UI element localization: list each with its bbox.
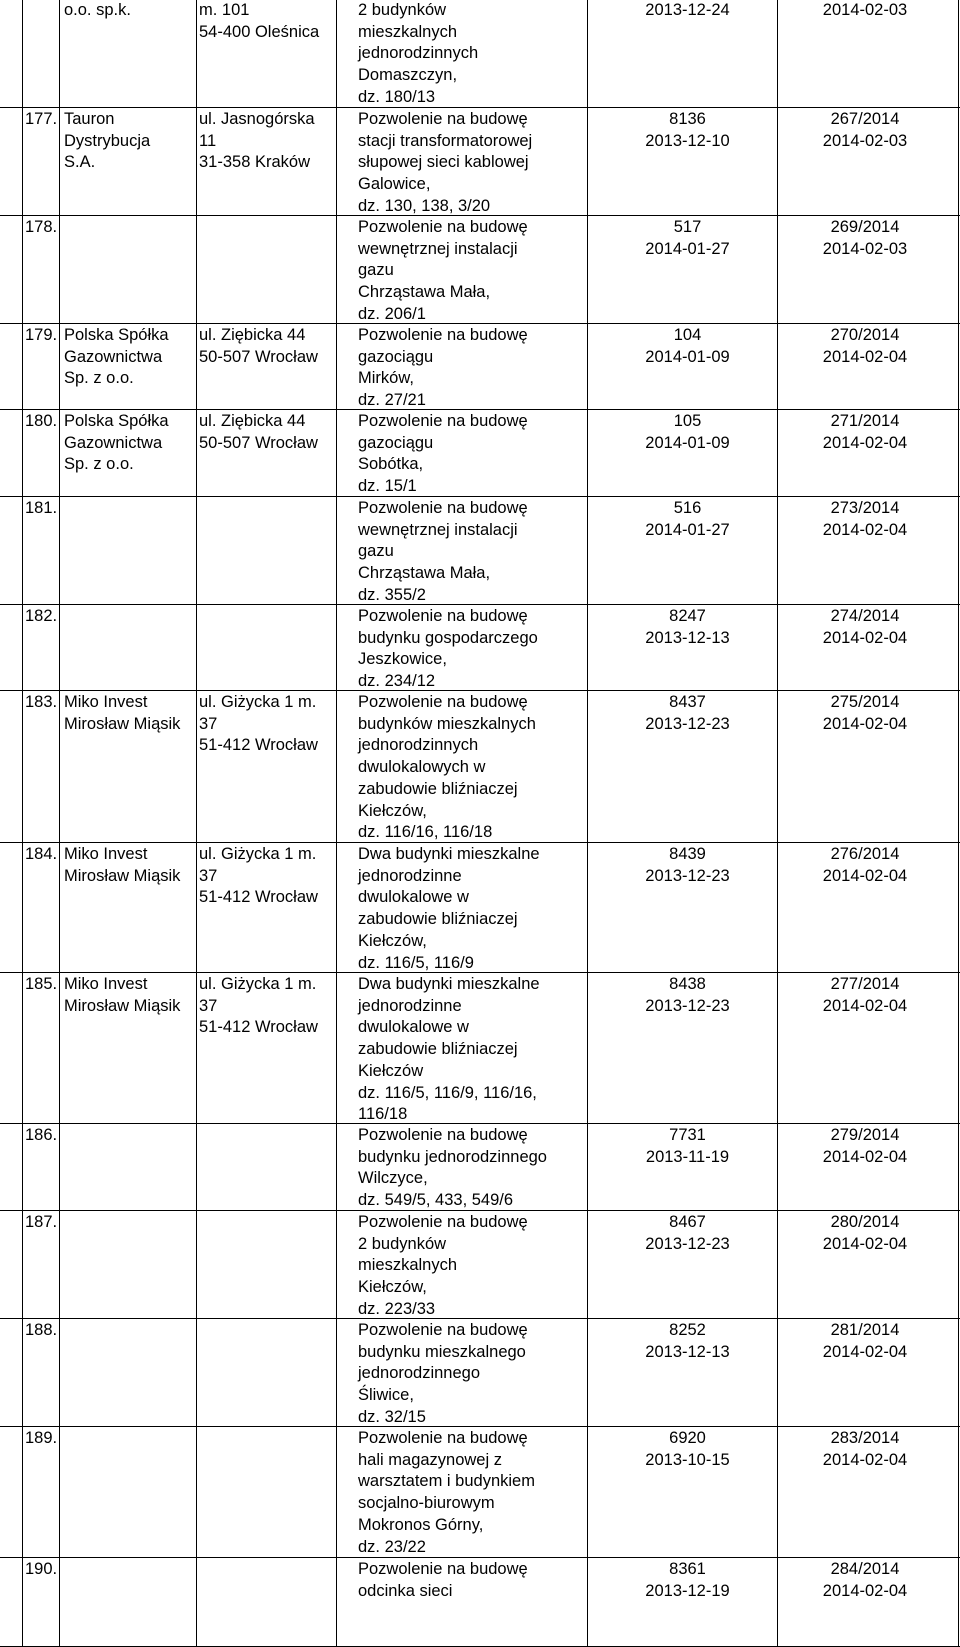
table-row bbox=[0, 107, 960, 215]
decision-number-date: 283/2014 2014-02-04 bbox=[822, 1429, 908, 1469]
application-number-date: 104 2014-01-09 bbox=[645, 326, 730, 366]
application-number-date: 6920 2013-10-15 bbox=[645, 1429, 730, 1469]
table-row bbox=[0, 409, 960, 496]
permit-description: Dwa budynki mieszkalne jednorodzinne dwulokalowe w zabudowie bliźniaczej Kiełczów, dz. 116/5, 116/9 bbox=[358, 845, 540, 972]
row-number: 186. bbox=[25, 1126, 58, 1144]
decision-number-date: 281/2014 2014-02-04 bbox=[822, 1321, 908, 1361]
permit-description: Pozwolenie na budowę stacji transformatorowej słupowej sieci kablowej Galowice, dz. 130, 138, 3/20 bbox=[358, 110, 533, 215]
investor-name: o.o. sp.k. bbox=[64, 1, 131, 19]
investor-address: ul. Giżycka 1 m. 37 51-412 Wrocław bbox=[199, 975, 318, 1037]
permit-description: Pozwolenie na budowę 2 budynków mieszkalnych Kiełczów, dz. 223/33 bbox=[358, 1213, 528, 1318]
decision-number-date: 280/2014 2014-02-04 bbox=[822, 1213, 908, 1253]
row-number: 181. bbox=[25, 499, 58, 517]
table-row bbox=[0, 215, 960, 323]
row-number: 182. bbox=[25, 607, 58, 625]
investor-address: m. 101 54-400 Oleśnica bbox=[199, 1, 320, 41]
row-number: 185. bbox=[25, 975, 58, 993]
investor-name: Polska Spółka Gazownictwa Sp. z o.o. bbox=[64, 412, 169, 474]
decision-date: 2014-02-03 bbox=[822, 1, 908, 19]
permit-description: Pozwolenie na budowę budynków mieszkalnych jednorodzinnych dwulokalowych w zabudowie bliźniaczej Kiełczów, dz. 116/16, 116/18 bbox=[358, 693, 536, 842]
application-number-date: 8361 2013-12-19 bbox=[645, 1560, 730, 1600]
table-row bbox=[0, 1123, 960, 1210]
permit-description: Pozwolenie na budowę odcinka sieci bbox=[358, 1560, 528, 1600]
investor-address: ul. Giżycka 1 m. 37 51-412 Wrocław bbox=[199, 693, 318, 755]
row-number: 179. bbox=[25, 326, 58, 344]
decision-number-date: 275/2014 2014-02-04 bbox=[822, 693, 908, 733]
table-row bbox=[0, 604, 960, 690]
table-row bbox=[0, 323, 960, 409]
decision-number-date: 284/2014 2014-02-04 bbox=[822, 1560, 908, 1600]
permit-description: Pozwolenie na budowę hali magazynowej z warsztatem i budynkiem socjalno-biurowym Mokronos Górny, dz. 23/22 bbox=[358, 1429, 535, 1556]
decision-number-date: 273/2014 2014-02-04 bbox=[822, 499, 908, 539]
application-number-date: 8438 2013-12-23 bbox=[645, 975, 730, 1015]
row-number: 180. bbox=[25, 412, 58, 430]
investor-address: ul. Jasnogórska 11 31-358 Kraków bbox=[199, 110, 315, 172]
row-number: 184. bbox=[25, 845, 58, 863]
investor-name: Miko Invest Mirosław Miąsik bbox=[64, 845, 181, 885]
investor-name: Polska Spółka Gazownictwa Sp. z o.o. bbox=[64, 326, 169, 388]
decision-number-date: 279/2014 2014-02-04 bbox=[822, 1126, 908, 1166]
decision-number-date: 276/2014 2014-02-04 bbox=[822, 845, 908, 885]
permit-description: Pozwolenie na budowę wewnętrznej instalacji gazu Chrząstawa Mała, dz. 355/2 bbox=[358, 499, 528, 604]
application-number-date: 8136 2013-12-10 bbox=[645, 110, 730, 150]
permit-description: Pozwolenie na budowę budynku gospodarczego Jeszkowice, dz. 234/12 bbox=[358, 607, 538, 691]
application-number-date: 7731 2013-11-19 bbox=[645, 1126, 730, 1166]
decision-number-date: 267/2014 2014-02-03 bbox=[822, 110, 908, 150]
decision-number-date: 270/2014 2014-02-04 bbox=[822, 326, 908, 366]
application-date: 2013-12-24 bbox=[645, 1, 730, 19]
table-row bbox=[0, 1557, 960, 1646]
table-row bbox=[0, 1426, 960, 1557]
table-row bbox=[0, 1318, 960, 1426]
investor-address: ul. Ziębicka 44 50-507 Wrocław bbox=[199, 412, 318, 452]
investor-name: Tauron Dystrybucja S.A. bbox=[64, 110, 151, 172]
application-number-date: 8439 2013-12-23 bbox=[645, 845, 730, 885]
permit-description: Pozwolenie na budowę gazociągu Mirków, dz. 27/21 bbox=[358, 326, 528, 410]
permit-description: Pozwolenie na budowę budynku jednorodzinnego Wilczyce, dz. 549/5, 433, 549/6 bbox=[358, 1126, 547, 1210]
application-number-date: 8252 2013-12-13 bbox=[645, 1321, 730, 1361]
application-number-date: 105 2014-01-09 bbox=[645, 412, 730, 452]
row-number: 189. bbox=[25, 1429, 58, 1447]
table-row bbox=[0, 496, 960, 604]
permit-description: Dwa budynki mieszkalne jednorodzinne dwulokalowe w zabudowie bliźniaczej Kiełczów dz. 116/5, 116/9, 116/16, 116/18 bbox=[358, 975, 540, 1124]
application-number-date: 8467 2013-12-23 bbox=[645, 1213, 730, 1253]
permit-description: Pozwolenie na budowę budynku mieszkalnego jednorodzinnego Śliwice, dz. 32/15 bbox=[358, 1321, 528, 1426]
investor-name: Miko Invest Mirosław Miąsik bbox=[64, 693, 181, 733]
decision-number-date: 274/2014 2014-02-04 bbox=[822, 607, 908, 647]
application-number-date: 517 2014-01-27 bbox=[645, 218, 730, 258]
table-row bbox=[0, 972, 960, 1123]
decision-number-date: 271/2014 2014-02-04 bbox=[822, 412, 908, 452]
row-number: 188. bbox=[25, 1321, 58, 1339]
table-row bbox=[0, 842, 960, 972]
permit-description: Pozwolenie na budowę gazociągu Sobótka, dz. 15/1 bbox=[358, 412, 528, 496]
row-number: 178. bbox=[25, 218, 58, 236]
decision-number-date: 269/2014 2014-02-03 bbox=[822, 218, 908, 258]
row-number: 187. bbox=[25, 1213, 58, 1231]
decision-number-date: 277/2014 2014-02-04 bbox=[822, 975, 908, 1015]
table-row bbox=[0, 1210, 960, 1318]
row-number: 177. bbox=[25, 110, 58, 128]
row-number: 190. bbox=[25, 1560, 58, 1578]
table-row bbox=[0, 690, 960, 842]
permit-description: Pozwolenie na budowę wewnętrznej instalacji gazu Chrząstawa Mała, dz. 206/1 bbox=[358, 218, 528, 323]
row-number: 183. bbox=[25, 693, 58, 711]
table-row bbox=[0, 0, 960, 107]
application-number-date: 8437 2013-12-23 bbox=[645, 693, 730, 733]
application-number-date: 516 2014-01-27 bbox=[645, 499, 730, 539]
investor-address: ul. Giżycka 1 m. 37 51-412 Wrocław bbox=[199, 845, 318, 907]
application-number-date: 8247 2013-12-13 bbox=[645, 607, 730, 647]
investor-name: Miko Invest Mirosław Miąsik bbox=[64, 975, 181, 1015]
investor-address: ul. Ziębicka 44 50-507 Wrocław bbox=[199, 326, 318, 366]
permit-description: 2 budynków mieszkalnych jednorodzinnych Domaszczyn, dz. 180/13 bbox=[358, 1, 479, 106]
